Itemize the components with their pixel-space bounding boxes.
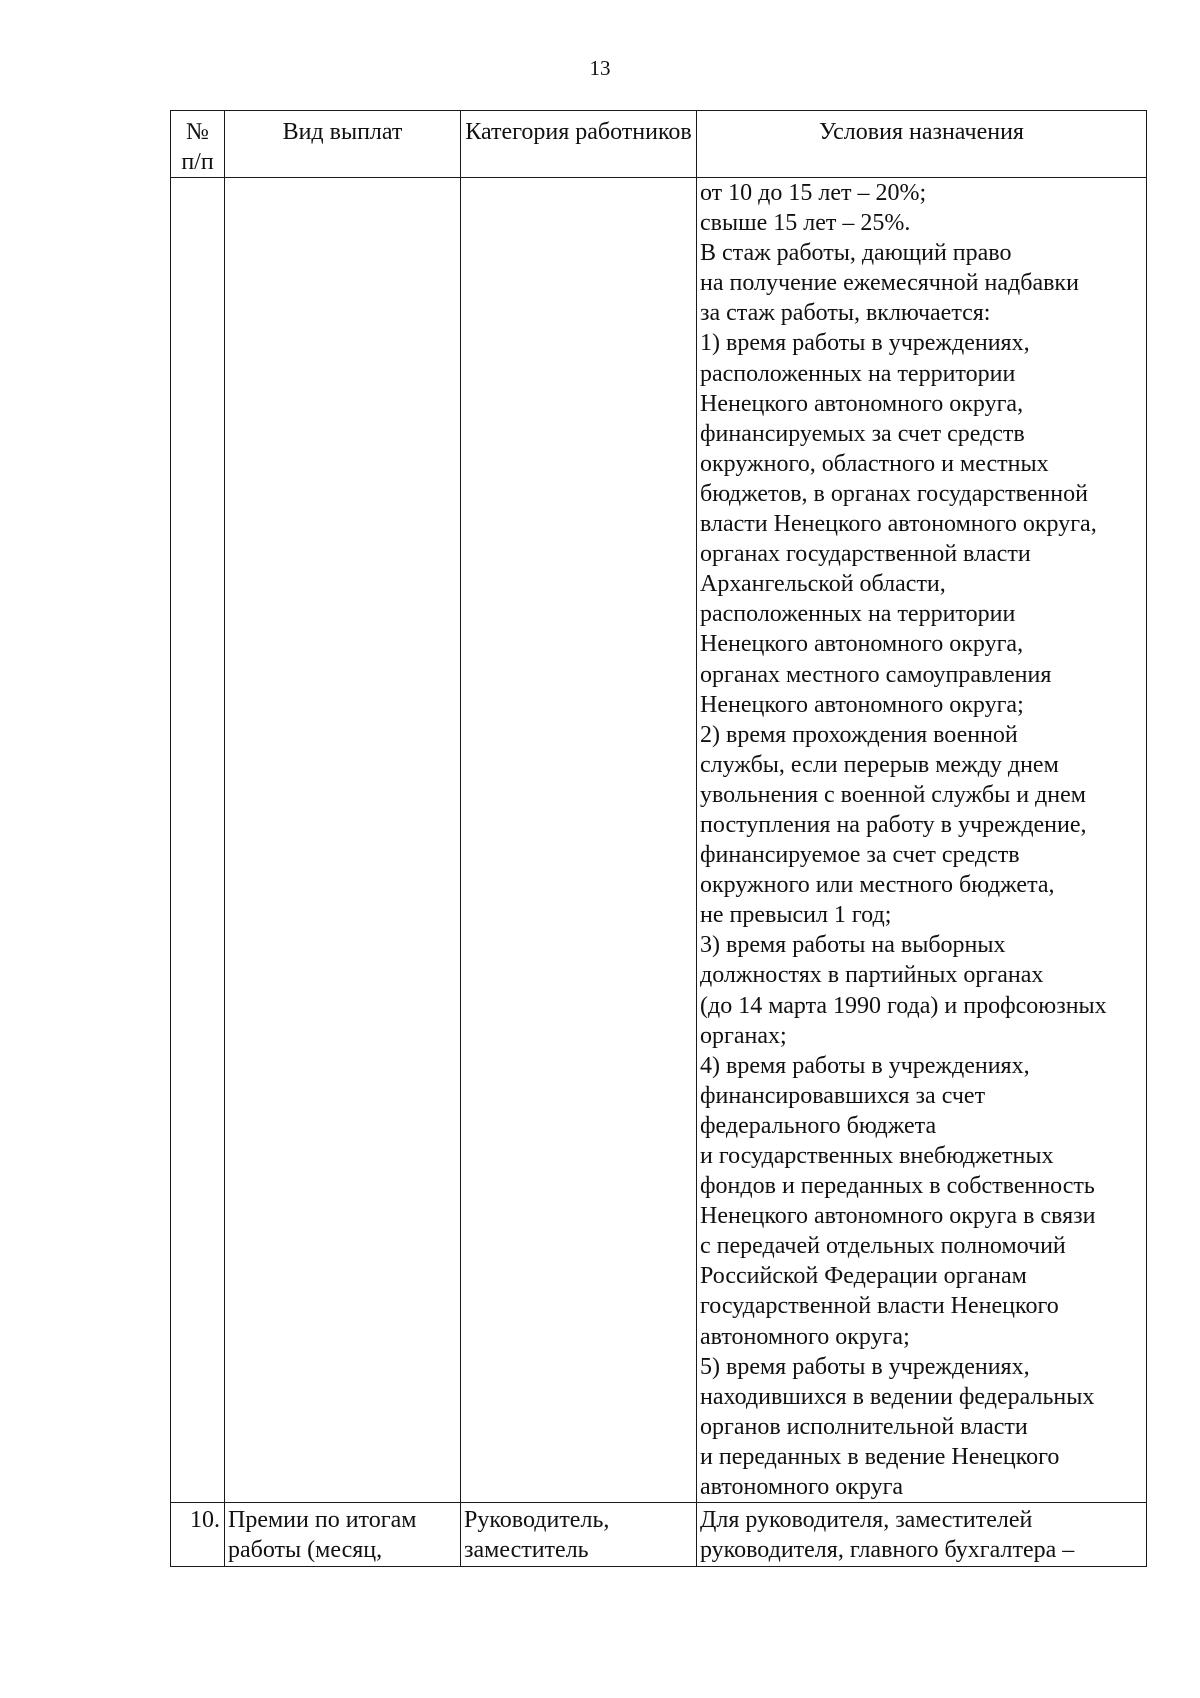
conditions-line: финансируемое за счет средств (700, 842, 1020, 869)
conditions-line: Ненецкого автономного округа, (700, 631, 1024, 658)
conditions-line: увольнения с военной службы и днем (700, 781, 1086, 808)
conditions-line: финансировавшихся за счет (700, 1082, 986, 1109)
cell-payment-type (225, 1503, 461, 1567)
conditions-line: Ненецкого автономного округа в связи (700, 1203, 1096, 1230)
conditions-line: за стаж работы, включается: (700, 300, 991, 327)
conditions-line: службы, если перерыв между днем (700, 751, 1059, 778)
header-payment-type (225, 111, 461, 178)
conditions-line: с передачей отдельных полномочий (700, 1233, 1066, 1260)
conditions-line: 4) время работы в учреждениях, (700, 1052, 1030, 1079)
conditions-line: от 10 до 15 лет – 20%; (700, 180, 927, 206)
conditions-line: Ненецкого автономного округа, (700, 390, 1024, 417)
conditions-line: должностях в партийных органах (700, 962, 1044, 989)
cell-number (171, 178, 225, 1503)
conditions-line: Для руководителя, заместителей (700, 1507, 1033, 1534)
conditions-line: власти Ненецкого автономного округа, (700, 511, 1097, 538)
conditions-line: федерального бюджета (700, 1112, 937, 1139)
cell-conditions (697, 178, 1147, 1503)
table-header-row (171, 111, 1147, 178)
conditions-line: автономного округа (700, 1474, 904, 1501)
conditions-line: не превысил 1 год; (700, 902, 892, 929)
header-employee-category-line: Категория (465, 119, 570, 145)
header-conditions (697, 111, 1147, 178)
header-number-line: № (186, 119, 209, 145)
conditions-line: Ненецкого автономного округа; (700, 691, 1024, 718)
conditions-line: на получение ежемесячной надбавки (700, 270, 1079, 297)
conditions-line: окружного или местного бюджета, (700, 872, 1055, 899)
conditions-line: органах; (700, 1022, 787, 1049)
conditions-line: В стаж работы, дающий право (700, 240, 1012, 267)
conditions-line: поступления на работу в учреждение, (700, 811, 1087, 838)
conditions-line: руководителя, главного бухгалтера – (700, 1537, 1075, 1564)
cell-employee-category (461, 178, 697, 1503)
table-row (171, 178, 1147, 1503)
payments-table (170, 110, 1147, 1567)
cell-number: 10. (171, 1503, 225, 1567)
conditions-line: бюджетов, в органах государственной (700, 480, 1088, 507)
employee-category-line: Руководитель, (464, 1507, 610, 1534)
conditions-line: органах государственной власти (700, 541, 1031, 568)
table-row (171, 1503, 1147, 1567)
conditions-line: и государственных внебюджетных (700, 1143, 1054, 1169)
payment-type-line: работы (месяц, (228, 1537, 383, 1564)
conditions-line: органах местного самоуправления (700, 661, 1052, 688)
header-employee-category (461, 111, 697, 178)
conditions-line: и переданных в ведение Ненецкого (700, 1443, 1060, 1470)
conditions-line: 1) время работы в учреждениях, (700, 330, 1030, 357)
conditions-line: государственной власти Ненецкого (700, 1293, 1059, 1320)
page-number: 13 (589, 56, 611, 80)
conditions-line: автономного округа; (700, 1323, 910, 1350)
conditions-line: окружного, областного и местных (700, 450, 1049, 477)
cell-employee-category (461, 1503, 697, 1567)
header-employee-category-line: работников (575, 119, 692, 145)
conditions-line: находившихся в ведении федеральных (700, 1383, 1095, 1410)
conditions-line: органов исполнительной власти (700, 1413, 1028, 1440)
header-number-line: п/п (181, 149, 214, 175)
conditions-line: (до 14 марта 1990 года) и профсоюзных (700, 992, 1107, 1019)
conditions-line: Архангельской области, (700, 571, 946, 598)
conditions-line: расположенных на территории (700, 601, 1016, 628)
cell-conditions (697, 1503, 1147, 1567)
conditions-line: финансируемых за счет средств (700, 420, 1025, 447)
payment-type-line: Премии по итогам (228, 1507, 417, 1534)
header-number (171, 111, 225, 178)
header-payment-type-line: Вид выплат (282, 119, 403, 145)
cell-payment-type (225, 178, 461, 1503)
header-conditions-line: Условия назначения (819, 119, 1024, 145)
conditions-line: 5) время работы в учреждениях, (700, 1353, 1030, 1380)
conditions-line: Российской Федерации органам (700, 1263, 1027, 1290)
conditions-line: 2) время прохождения военной (700, 721, 1018, 748)
employee-category-line: заместитель (464, 1537, 589, 1564)
conditions-line: фондов и переданных в собственность (700, 1173, 1095, 1200)
conditions-line: расположенных на территории (700, 360, 1016, 387)
conditions-line: 3) время работы на выборных (700, 932, 1006, 959)
conditions-line: свыше 15 лет – 25%. (700, 210, 911, 237)
